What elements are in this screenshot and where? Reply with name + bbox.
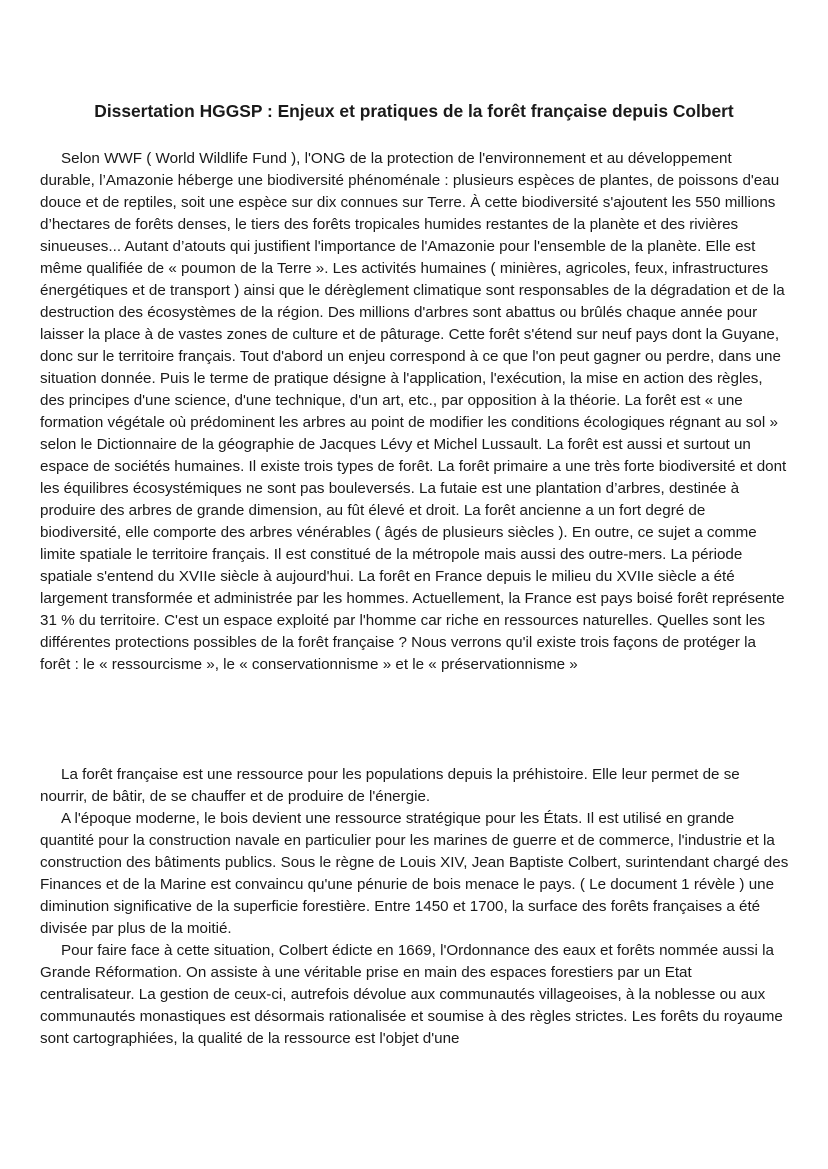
paragraph-colbert-ordinance: Pour faire face à cette situation, Colbert édicte en 1669, l'Ordonnance des eaux et forêts nommée aussi la Grande Réformation. On assiste à une véritable prise en main des espaces forestiers par un Etat centralisateur. La gestion de ceux-ci, autrefois dévolue aux communautés villageoises, à la noblesse ou aux communautés monastiques est désormais rationalisée et soumise à des règles strictes. Les forêts du royaume sont cartographiées, la qualité de la ressource est l'objet d'une [40, 942, 783, 1047]
development-section [40, 764, 790, 1050]
paragraph-modern-era: A l'époque moderne, le bois devient une ressource stratégique pour les États. Il est utilisé en grande quantité pour la construction navale en particulier pour les marines de guerre et de commerce, l'industrie et la construction des bâtiments publics. Sous le règne de Louis XIV, Jean Baptiste Colbert, surintendant chargé des Finances et de la Marine est convaincu qu'une pénurie de bois menace le pays. ( Le document 1 révèle ) une diminution significative de la superficie forestière. Entre 1450 et 1700, la surface des forêts françaises a été divisée par plus de la moitié. [40, 810, 789, 937]
paragraph-introduction: Selon WWF ( World Wildlife Fund ), l'ONG de la protection de l'environnement et au développement durable, l’Amazonie héberge une biodiversité phénoménale : plusieurs espèces de plantes, de poissons d'eau douce et de reptiles, soit une espèce sur dix connues sur Terre. À cette biodiversité s'ajoutent les 550 millions d’hectares de forêts denses, le tiers des forêts tropicales humides restantes de la planète et des rivières sinueuses... Autant d’atouts qui justifient l'importance de l'Amazonie pour l'ensemble de la planète. Elle est même qualifiée de « poumon de la Terre ». Les activités humaines ( minières, agricoles, feux, infrastructures énergétiques et de transport ) ainsi que le dérèglement climatique sont responsables de la dégradation et de la destruction des écosystèmes de la région. Des millions d'arbres sont abattus ou brûlés chaque année pour laisser la place à de vastes zones de culture et de pâturage. Cette forêt s'étend sur neuf pays dont la Guyane, donc sur le territoire français. Tout d'abord un enjeu correspond à ce que l'on peut gagner ou perdre, dans une situation donnée. Puis le terme de pratique désigne à l'application, l'exécution, la mise en action des règles, des principes d'une science, d'une technique, d'un art, etc., par opposition à la théorie. La forêt est « une formation végétale où prédominent les arbres au point de modifier les conditions écologiques régnant au sol » selon le Dictionnaire de la géographie de Jacques Lévy et Michel Lussault. La forêt est aussi et surtout un espace de sociétés humaines. Il existe trois types de forêt. La forêt primaire a une très forte biodiversité et dont les équilibres écosystémiques ne sont pas bouleversés. La futaie est une plantation d’arbres, destinée à produire des arbres de grande dimension, au fût élevé et droit. La forêt ancienne a un fort degré de biodiversité, elle comporte des arbres vénérables ( âgés de plusieurs siècles ). En outre, ce sujet a comme limite spatiale le territoire français. Il est constitué de la métropole mais aussi des outre-mers. La période spatiale s'entend du XVIIe siècle à aujourd'hui. La forêt en France depuis le milieu du XVIIe siècle a été largement transformée et administrée par les hommes. Actuellement, la France est pays boisé forêt représente 31 % du territoire. C'est un espace exploité par l'homme car riche en ressources naturelles. Quelles sont les différentes protections possibles de la forêt française ? Nous verrons qu'il existe trois façons de protéger la forêt : le « ressourcisme », le « conservationnisme » et le « préservationnisme » [40, 150, 787, 673]
page-title: Dissertation HGGSP : Enjeux et pratiques de la forêt française depuis Colbert [94, 101, 734, 121]
paragraph-resource: La forêt française est une ressource pour les populations depuis la préhistoire. Elle leur permet de se nourrir, de bâtir, de se chauffer et de produire de l'énergie. [40, 766, 740, 805]
introduction-section [40, 148, 790, 676]
